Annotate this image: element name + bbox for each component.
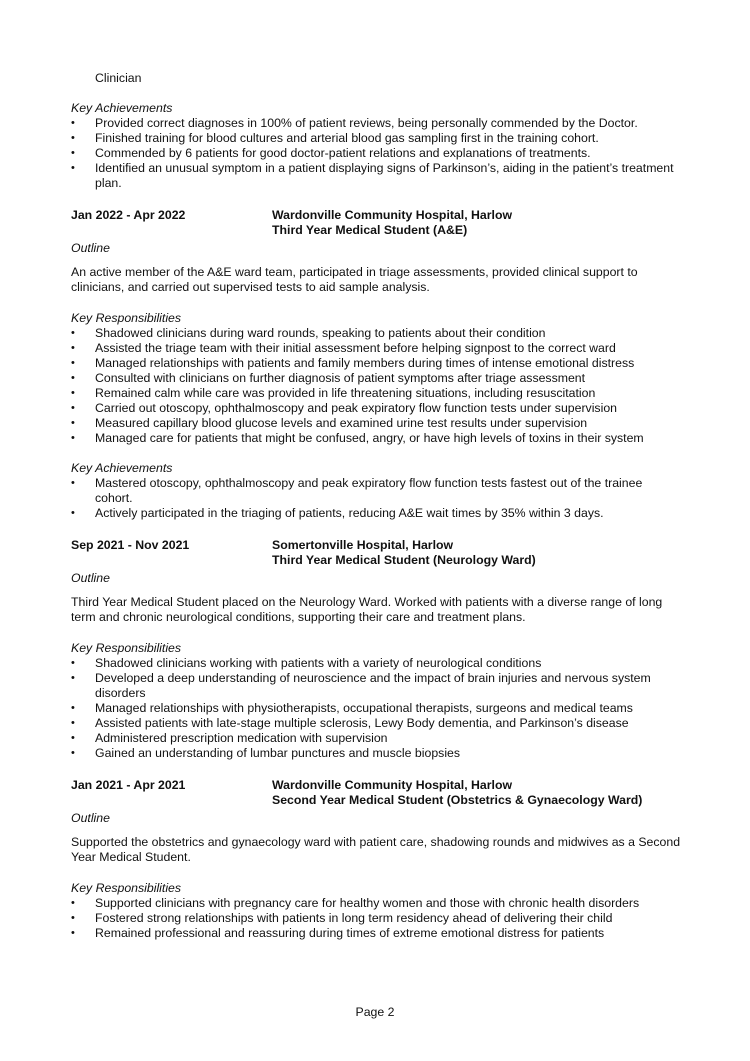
list-item: • Carried out otoscopy, ophthalmoscopy and peak expiratory flow function tests under supervision xyxy=(71,401,683,416)
list-item: • Shadowed clinicians during ward rounds, speaking to patients about their condition xyxy=(71,326,683,341)
list-item: • Finished training for blood cultures and arterial blood gas sampling first in the training cohort. xyxy=(71,131,683,146)
list-item: • Fostered strong relationships with patients in long term residency ahead of delivering their child xyxy=(71,911,683,926)
list-item: • Remained professional and reassuring during times of extreme emotional distress for patients xyxy=(71,926,683,941)
list-item: • Measured capillary blood glucose levels and examined urine test results under supervision xyxy=(71,416,683,431)
outline-text: An active member of the A&E ward team, participated in triage assessments, provided clinical support to clinicians, and carried out supervised tests to aid sample analysis. xyxy=(71,265,638,294)
outline-heading: Outline xyxy=(71,571,110,585)
page-number: Page 2 xyxy=(355,1005,395,1019)
outline-heading: Outline xyxy=(71,811,110,825)
job-dates: Jan 2022 - Apr 2022 xyxy=(71,208,186,222)
job-employer: Wardonville Community Hospital, Harlow xyxy=(272,208,513,222)
list-item: • Assisted patients with late-stage multiple sclerosis, Lewy Body dementia, and Parkinson’s disease xyxy=(71,716,683,731)
list-item: • Assisted the triage team with their initial assessment before helping signpost to the correct ward xyxy=(71,341,683,356)
job-employer: Wardonville Community Hospital, Harlow xyxy=(272,778,513,792)
list-item: • Mastered otoscopy, ophthalmoscopy and peak expiratory flow function tests fastest out of the trainee cohort. xyxy=(71,476,683,506)
list-item: • Commended by 6 patients for good doctor-patient relations and explanations of treatments. xyxy=(71,146,683,161)
achievements-list xyxy=(71,116,683,191)
list-item: • Consulted with clinicians on further diagnosis of patient symptoms after triage assessment xyxy=(71,371,683,386)
list-item: • Identified an unusual symptom in a patient displaying signs of Parkinson’s, aiding in the patient’s treatment plan. xyxy=(71,161,683,191)
job-role: Second Year Medical Student (Obstetrics & Gynaecology Ward) xyxy=(272,793,643,807)
list-item: • Managed relationships with physiotherapists, occupational therapists, surgeons and medical teams xyxy=(71,701,683,716)
key-responsibilities-heading: Key Responsibilities xyxy=(71,881,182,895)
list-item: • Supported clinicians with pregnancy care for healthy women and those with chronic health disorders xyxy=(71,896,683,911)
list-item: • Remained calm while care was provided in life threatening situations, including resuscitation xyxy=(71,386,683,401)
job-employer: Somertonville Hospital, Harlow xyxy=(272,538,454,552)
job-header xyxy=(71,208,683,238)
job-dates: Jan 2021 - Apr 2021 xyxy=(71,778,186,792)
job-role: Third Year Medical Student (A&E) xyxy=(272,223,468,237)
list-item: • Managed care for patients that might be confused, angry, or have high levels of toxins in their system xyxy=(71,431,683,446)
list-item: • Actively participated in the triaging of patients, reducing A&E wait times by 35% within 3 days. xyxy=(71,506,683,521)
key-achievements-heading: Key Achievements xyxy=(71,461,173,475)
job-header xyxy=(71,778,683,808)
key-achievements-heading: Key Achievements xyxy=(71,101,173,115)
continued-role-text: Clinician xyxy=(95,71,142,85)
job-role: Third Year Medical Student (Neurology Ward) xyxy=(272,553,536,567)
outline-text: Supported the obstetrics and gynaecology ward with patient care, shadowing rounds and midwives as a Second Year Medical Student. xyxy=(71,835,681,864)
responsibilities-list xyxy=(71,896,683,941)
achievements-list xyxy=(71,476,683,521)
cv-page xyxy=(71,0,683,941)
job-header xyxy=(71,538,683,568)
outline-text: Third Year Medical Student placed on the Neurology Ward. Worked with patients with a diverse range of long term and chronic neurological conditions, supporting their care and treatment plans. xyxy=(71,595,663,624)
list-item: • Gained an understanding of lumbar punctures and muscle biopsies xyxy=(71,746,683,761)
key-responsibilities-heading: Key Responsibilities xyxy=(71,641,182,655)
key-responsibilities-heading: Key Responsibilities xyxy=(71,311,182,325)
list-item: • Developed a deep understanding of neuroscience and the impact of brain injuries and nervous system disorders xyxy=(71,671,683,701)
list-item: • Administered prescription medication with supervision xyxy=(71,731,683,746)
responsibilities-list xyxy=(71,656,683,761)
list-item: • Managed relationships with patients and family members during times of intense emotional distress xyxy=(71,356,683,371)
job-dates: Sep 2021 - Nov 2021 xyxy=(71,538,190,552)
outline-heading: Outline xyxy=(71,241,110,255)
list-item: • Provided correct diagnoses in 100% of patient reviews, being personally commended by the Doctor. xyxy=(71,116,683,131)
responsibilities-list xyxy=(71,326,683,446)
list-item: • Shadowed clinicians working with patients with a variety of neurological conditions xyxy=(71,656,683,671)
